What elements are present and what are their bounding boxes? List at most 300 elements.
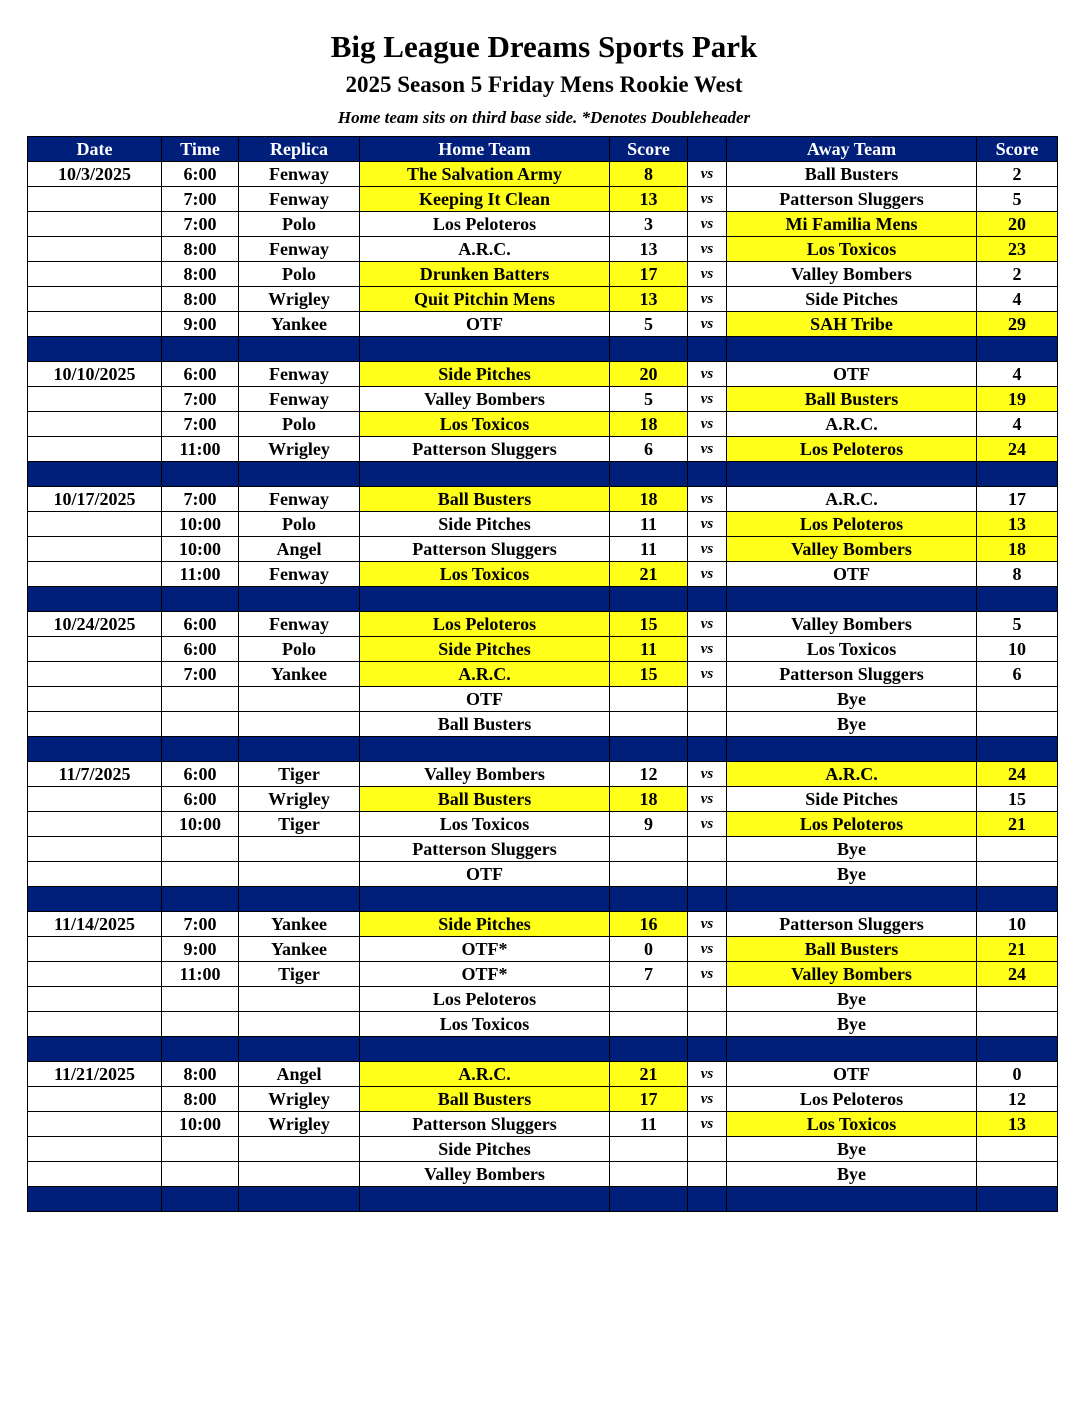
home-team-cell: Los Peloteros [360,612,610,637]
away-team-cell: Los Peloteros [727,812,977,837]
separator-cell [977,1187,1058,1212]
home-team-cell: A.R.C. [360,1062,610,1087]
replica-cell [239,687,360,712]
away-team-cell: OTF [727,1062,977,1087]
away-team-cell: SAH Tribe [727,312,977,337]
game-row [28,562,1058,587]
replica-cell: Yankee [239,912,360,937]
away-team-cell: Valley Bombers [727,537,977,562]
home-score-cell: 15 [610,662,688,687]
home-score-cell: 16 [610,912,688,937]
away-team-cell: Los Peloteros [727,512,977,537]
away-score-cell: 0 [977,1062,1058,1087]
away-score-cell: 24 [977,437,1058,462]
home-score-cell: 8 [610,162,688,187]
separator-cell [360,462,610,487]
separator-cell [162,737,239,762]
time-cell: 7:00 [162,662,239,687]
date-cell [28,637,162,662]
col-header-away-score: Score [977,137,1058,162]
away-team-cell: Valley Bombers [727,962,977,987]
away-score-cell: 29 [977,312,1058,337]
time-cell: 10:00 [162,1112,239,1137]
home-team-cell: Los Peloteros [360,212,610,237]
home-score-cell: 13 [610,287,688,312]
away-team-cell: A.R.C. [727,412,977,437]
date-cell [28,237,162,262]
game-row [28,1087,1058,1112]
away-team-cell: Ball Busters [727,937,977,962]
vs-cell: vs [688,562,727,587]
home-score-cell: 3 [610,212,688,237]
home-score-cell: 17 [610,262,688,287]
away-score-cell: 19 [977,387,1058,412]
separator-cell [610,1037,688,1062]
separator-cell [28,887,162,912]
replica-cell [239,712,360,737]
replica-cell: Fenway [239,187,360,212]
vs-cell: vs [688,537,727,562]
separator-cell [162,587,239,612]
away-score-cell: 18 [977,537,1058,562]
away-score-cell: 4 [977,412,1058,437]
home-score-cell: 6 [610,437,688,462]
replica-cell: Wrigley [239,787,360,812]
separator-cell [688,337,727,362]
time-cell: 11:00 [162,962,239,987]
time-cell: 10:00 [162,812,239,837]
time-cell [162,862,239,887]
away-team-cell: Ball Busters [727,387,977,412]
time-cell: 6:00 [162,637,239,662]
home-team-cell: The Salvation Army [360,162,610,187]
separator-cell [28,587,162,612]
date-cell [28,312,162,337]
date-cell [28,512,162,537]
separator-cell [239,887,360,912]
date-cell [28,387,162,412]
away-score-cell [977,837,1058,862]
away-team-cell: A.R.C. [727,762,977,787]
home-team-cell: Side Pitches [360,912,610,937]
home-score-cell [610,837,688,862]
replica-cell [239,1162,360,1187]
date-cell [28,1087,162,1112]
away-team-cell: Patterson Sluggers [727,187,977,212]
vs-cell [688,1162,727,1187]
time-cell: 11:00 [162,562,239,587]
separator-cell [688,1037,727,1062]
date-cell [28,562,162,587]
separator-cell [688,1187,727,1212]
replica-cell: Fenway [239,162,360,187]
separator-cell [360,737,610,762]
home-score-cell: 13 [610,187,688,212]
separator-cell [28,337,162,362]
vs-cell: vs [688,212,727,237]
away-team-cell: Bye [727,987,977,1012]
away-score-cell: 10 [977,912,1058,937]
page-note: Home team sits on third base side. *Denotes Doubleheader [337,108,751,127]
col-header-replica: Replica [239,137,360,162]
game-row [28,687,1058,712]
time-cell: 7:00 [162,487,239,512]
replica-cell: Fenway [239,487,360,512]
col-header-time: Time [162,137,239,162]
time-cell: 7:00 [162,912,239,937]
vs-cell: vs [688,512,727,537]
away-team-cell: Bye [727,687,977,712]
home-team-cell: Quit Pitchin Mens [360,287,610,312]
time-cell [162,687,239,712]
date-cell [28,437,162,462]
game-row [28,1137,1058,1162]
away-score-cell: 5 [977,612,1058,637]
separator-cell [162,462,239,487]
away-score-cell: 13 [977,1112,1058,1137]
home-score-cell [610,687,688,712]
separator-cell [28,462,162,487]
time-cell: 8:00 [162,1062,239,1087]
home-score-cell: 12 [610,762,688,787]
home-team-cell: OTF* [360,937,610,962]
date-cell: 10/17/2025 [28,487,162,512]
separator-cell [977,737,1058,762]
time-cell: 6:00 [162,612,239,637]
home-score-cell: 11 [610,1112,688,1137]
separator-cell [688,462,727,487]
away-team-cell: Los Toxicos [727,1112,977,1137]
replica-cell: Polo [239,412,360,437]
home-team-cell: Valley Bombers [360,1162,610,1187]
away-team-cell: Bye [727,1137,977,1162]
week-separator-row [28,337,1058,362]
home-team-cell: OTF [360,687,610,712]
page-title: Big League Dreams Sports Park [330,29,758,64]
away-score-cell: 2 [977,262,1058,287]
replica-cell: Angel [239,537,360,562]
time-cell [162,1012,239,1037]
schedule-table [27,136,1058,1212]
vs-cell: vs [688,362,727,387]
game-row [28,537,1058,562]
away-score-cell [977,712,1058,737]
game-row [28,1112,1058,1137]
date-cell: 10/3/2025 [28,162,162,187]
header-row [28,137,1058,162]
away-team-cell: Patterson Sluggers [727,912,977,937]
game-row [28,962,1058,987]
away-team-cell: Bye [727,1162,977,1187]
home-team-cell: Los Peloteros [360,987,610,1012]
replica-cell: Tiger [239,812,360,837]
home-team-cell: Patterson Sluggers [360,837,610,862]
away-team-cell: Valley Bombers [727,612,977,637]
home-score-cell: 21 [610,562,688,587]
replica-cell: Fenway [239,612,360,637]
home-score-cell: 7 [610,962,688,987]
date-cell [28,187,162,212]
game-row [28,862,1058,887]
time-cell: 8:00 [162,262,239,287]
home-score-cell: 11 [610,512,688,537]
home-score-cell [610,1162,688,1187]
replica-cell: Yankee [239,662,360,687]
separator-cell [239,462,360,487]
away-team-cell: Bye [727,712,977,737]
game-row [28,312,1058,337]
vs-cell: vs [688,162,727,187]
replica-cell [239,987,360,1012]
home-team-cell: Ball Busters [360,487,610,512]
away-team-cell: Ball Busters [727,162,977,187]
separator-cell [360,337,610,362]
time-cell: 8:00 [162,287,239,312]
home-score-cell: 5 [610,387,688,412]
game-row [28,1012,1058,1037]
separator-cell [162,887,239,912]
separator-cell [977,587,1058,612]
home-team-cell: A.R.C. [360,237,610,262]
replica-cell: Polo [239,637,360,662]
game-row [28,487,1058,512]
time-cell: 6:00 [162,362,239,387]
home-score-cell: 11 [610,637,688,662]
week-separator-row [28,737,1058,762]
separator-cell [360,1187,610,1212]
time-cell: 7:00 [162,187,239,212]
week-separator-row [28,587,1058,612]
game-row [28,1062,1058,1087]
home-team-cell: Side Pitches [360,637,610,662]
game-row [28,912,1058,937]
time-cell [162,1137,239,1162]
away-score-cell: 21 [977,937,1058,962]
home-score-cell [610,712,688,737]
vs-cell [688,712,727,737]
home-team-cell: Patterson Sluggers [360,537,610,562]
away-score-cell: 5 [977,187,1058,212]
time-cell: 7:00 [162,212,239,237]
away-team-cell: OTF [727,562,977,587]
away-team-cell: Los Toxicos [727,637,977,662]
game-row [28,787,1058,812]
home-score-cell: 11 [610,537,688,562]
away-score-cell: 8 [977,562,1058,587]
home-team-cell: Patterson Sluggers [360,1112,610,1137]
game-row [28,237,1058,262]
game-row [28,362,1058,387]
col-header-away-team: Away Team [727,137,977,162]
home-team-cell: Side Pitches [360,1137,610,1162]
time-cell: 9:00 [162,937,239,962]
away-team-cell: Side Pitches [727,287,977,312]
game-row [28,187,1058,212]
home-score-cell: 0 [610,937,688,962]
away-team-cell: Bye [727,837,977,862]
date-cell [28,812,162,837]
separator-cell [727,1037,977,1062]
vs-cell [688,687,727,712]
separator-cell [28,1037,162,1062]
week-separator-row [28,462,1058,487]
vs-cell: vs [688,287,727,312]
replica-cell [239,862,360,887]
date-cell [28,837,162,862]
home-score-cell: 15 [610,612,688,637]
home-team-cell: Los Toxicos [360,562,610,587]
separator-cell [28,737,162,762]
date-cell [28,787,162,812]
away-team-cell: Patterson Sluggers [727,662,977,687]
vs-cell: vs [688,937,727,962]
vs-cell: vs [688,612,727,637]
date-cell [28,412,162,437]
time-cell [162,837,239,862]
game-row [28,712,1058,737]
home-team-cell: Keeping It Clean [360,187,610,212]
away-score-cell [977,1162,1058,1187]
time-cell: 6:00 [162,162,239,187]
time-cell: 8:00 [162,237,239,262]
replica-cell: Yankee [239,312,360,337]
home-team-cell: Drunken Batters [360,262,610,287]
away-score-cell: 13 [977,512,1058,537]
separator-cell [239,1037,360,1062]
separator-cell [162,337,239,362]
week-separator-row [28,1037,1058,1062]
time-cell: 9:00 [162,312,239,337]
vs-cell: vs [688,187,727,212]
away-team-cell: Side Pitches [727,787,977,812]
home-score-cell: 5 [610,312,688,337]
away-team-cell: A.R.C. [727,487,977,512]
home-team-cell: Ball Busters [360,712,610,737]
game-row [28,937,1058,962]
vs-cell: vs [688,762,727,787]
separator-cell [727,1187,977,1212]
vs-cell: vs [688,812,727,837]
week-separator-row [28,887,1058,912]
schedule-body [28,162,1058,1212]
replica-cell: Wrigley [239,1112,360,1137]
time-cell: 6:00 [162,762,239,787]
vs-cell [688,1012,727,1037]
away-team-cell: Bye [727,862,977,887]
vs-cell [688,862,727,887]
home-score-cell: 9 [610,812,688,837]
game-row [28,762,1058,787]
vs-cell: vs [688,912,727,937]
separator-cell [610,1187,688,1212]
vs-cell: vs [688,437,727,462]
date-cell [28,962,162,987]
game-row [28,1162,1058,1187]
away-team-cell: Los Peloteros [727,437,977,462]
page-subtitle: 2025 Season 5 Friday Mens Rookie West [345,72,743,97]
separator-cell [360,587,610,612]
time-cell: 7:00 [162,387,239,412]
separator-cell [239,1187,360,1212]
game-row [28,837,1058,862]
home-team-cell: Valley Bombers [360,762,610,787]
away-score-cell: 6 [977,662,1058,687]
week-separator-row [28,1187,1058,1212]
separator-cell [610,462,688,487]
away-team-cell: Mi Familia Mens [727,212,977,237]
replica-cell: Polo [239,262,360,287]
separator-cell [727,587,977,612]
game-row [28,412,1058,437]
home-score-cell: 18 [610,787,688,812]
date-cell: 10/24/2025 [28,612,162,637]
date-cell [28,1162,162,1187]
vs-cell: vs [688,1087,727,1112]
game-row [28,262,1058,287]
replica-cell: Tiger [239,762,360,787]
separator-cell [360,1037,610,1062]
game-row [28,387,1058,412]
home-team-cell: OTF* [360,962,610,987]
game-row [28,662,1058,687]
separator-cell [162,1037,239,1062]
away-score-cell: 21 [977,812,1058,837]
game-row [28,812,1058,837]
replica-cell [239,837,360,862]
away-score-cell [977,1012,1058,1037]
vs-cell: vs [688,1062,727,1087]
home-score-cell: 13 [610,237,688,262]
home-score-cell [610,1012,688,1037]
separator-cell [239,587,360,612]
date-cell [28,862,162,887]
vs-cell: vs [688,637,727,662]
date-cell [28,537,162,562]
away-team-cell: Los Toxicos [727,237,977,262]
separator-cell [162,1187,239,1212]
replica-cell: Yankee [239,937,360,962]
home-score-cell: 18 [610,412,688,437]
home-team-cell: Valley Bombers [360,387,610,412]
home-score-cell: 17 [610,1087,688,1112]
replica-cell: Fenway [239,237,360,262]
away-team-cell: Valley Bombers [727,262,977,287]
home-score-cell: 20 [610,362,688,387]
date-cell [28,687,162,712]
replica-cell [239,1012,360,1037]
replica-cell: Wrigley [239,1087,360,1112]
home-team-cell: OTF [360,862,610,887]
replica-cell [239,1137,360,1162]
game-row [28,512,1058,537]
vs-cell [688,987,727,1012]
time-cell: 10:00 [162,537,239,562]
replica-cell: Angel [239,1062,360,1087]
vs-cell: vs [688,962,727,987]
date-cell [28,662,162,687]
home-team-cell: Los Toxicos [360,812,610,837]
home-team-cell: Side Pitches [360,512,610,537]
away-score-cell: 24 [977,962,1058,987]
time-cell [162,987,239,1012]
game-row [28,437,1058,462]
home-team-cell: A.R.C. [360,662,610,687]
vs-cell: vs [688,1112,727,1137]
date-cell [28,262,162,287]
away-score-cell [977,687,1058,712]
separator-cell [727,462,977,487]
separator-cell [610,887,688,912]
